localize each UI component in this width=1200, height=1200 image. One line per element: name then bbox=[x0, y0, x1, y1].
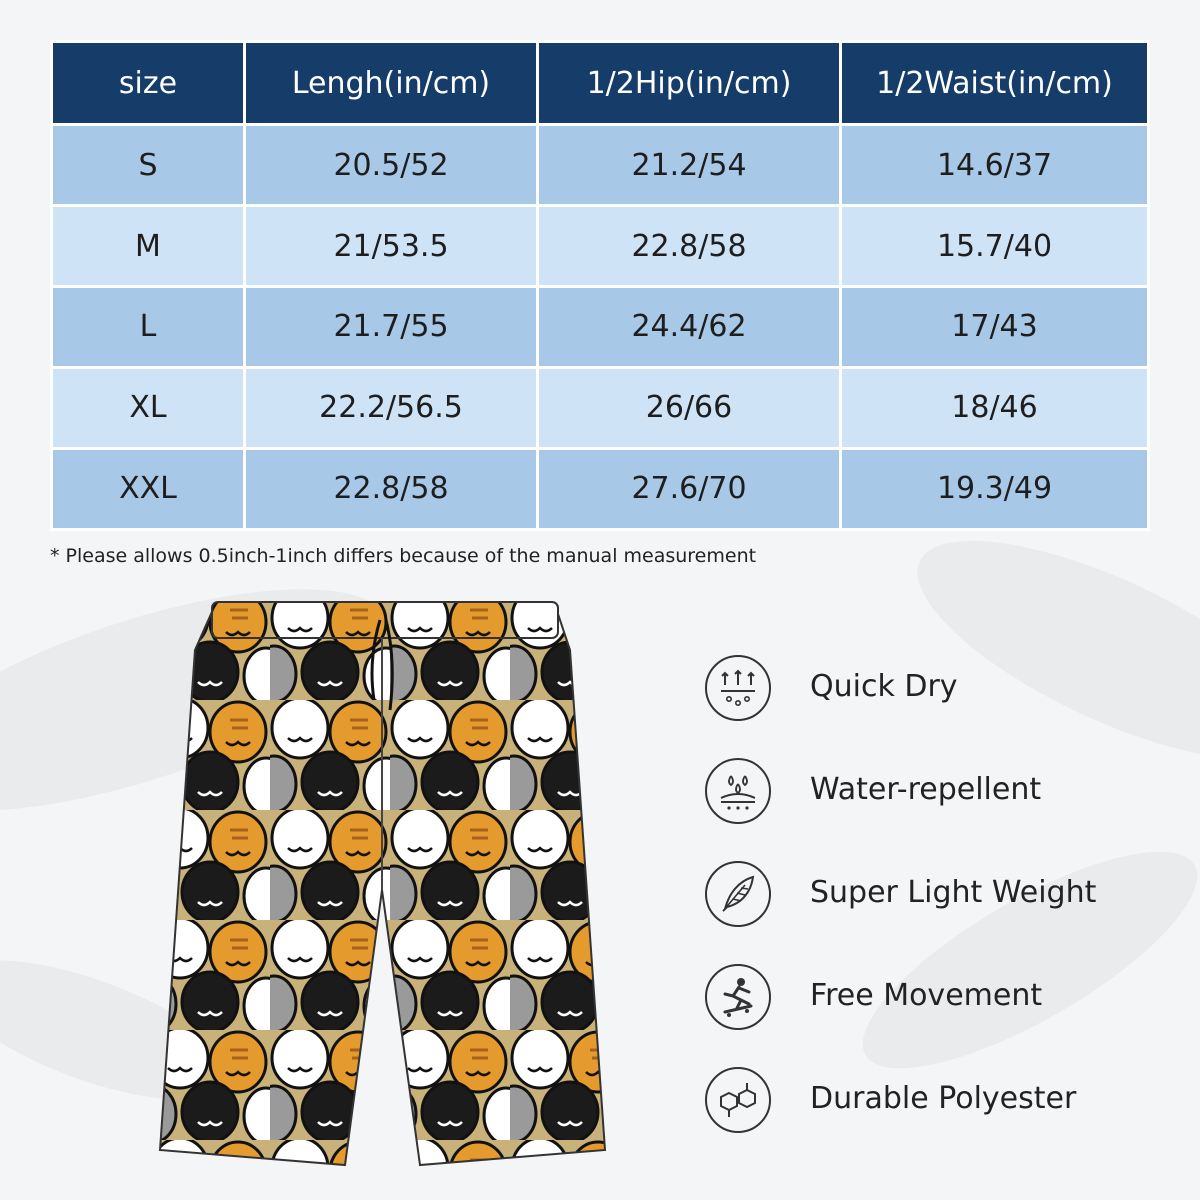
length-cell: 22.8/58 bbox=[245, 448, 538, 529]
size-cell: L bbox=[52, 287, 245, 368]
table-row bbox=[52, 367, 1149, 448]
length-cell: 21.7/55 bbox=[245, 287, 538, 368]
feature-label: Quick Dry bbox=[810, 669, 958, 704]
table-header-row bbox=[52, 42, 1149, 125]
measurement-note: * Please allows 0.5inch-1inch differs because of the manual measurement bbox=[50, 545, 757, 567]
header-size: size bbox=[52, 42, 245, 125]
feather-icon bbox=[705, 861, 771, 927]
header-length: Lengh(in/cm) bbox=[245, 42, 538, 125]
header-waist: 1/2Waist(in/cm) bbox=[841, 42, 1149, 125]
feature-label: Durable Polyester bbox=[810, 1081, 1077, 1116]
size-cell: XXL bbox=[52, 448, 245, 529]
feature-item bbox=[705, 1067, 1145, 1170]
size-chart-table bbox=[50, 40, 1150, 531]
length-cell: 20.5/52 bbox=[245, 125, 538, 206]
water-repellent-icon bbox=[705, 758, 771, 824]
hip-cell: 21.2/54 bbox=[538, 125, 841, 206]
header-hip: 1/2Hip(in/cm) bbox=[538, 42, 841, 125]
waist-cell: 18/46 bbox=[841, 367, 1149, 448]
hip-cell: 27.6/70 bbox=[538, 448, 841, 529]
feature-item bbox=[705, 861, 1145, 964]
waist-cell: 17/43 bbox=[841, 287, 1149, 368]
hip-cell: 26/66 bbox=[538, 367, 841, 448]
waist-cell: 15.7/40 bbox=[841, 206, 1149, 287]
hip-cell: 24.4/62 bbox=[538, 287, 841, 368]
feature-item bbox=[705, 655, 1145, 758]
table-row bbox=[52, 448, 1149, 529]
table-row bbox=[52, 125, 1149, 206]
table-row bbox=[52, 206, 1149, 287]
waist-cell: 19.3/49 bbox=[841, 448, 1149, 529]
table-row bbox=[52, 287, 1149, 368]
feature-item bbox=[705, 758, 1145, 861]
size-cell: S bbox=[52, 125, 245, 206]
feature-list bbox=[705, 655, 1145, 1170]
size-cell: M bbox=[52, 206, 245, 287]
skateboarder-icon bbox=[705, 964, 771, 1030]
shorts-product-image bbox=[150, 590, 610, 1170]
waist-cell: 14.6/37 bbox=[841, 125, 1149, 206]
feature-label: Free Movement bbox=[810, 978, 1043, 1013]
feature-label: Super Light Weight bbox=[810, 875, 1097, 910]
molecule-icon bbox=[705, 1067, 771, 1133]
length-cell: 21/53.5 bbox=[245, 206, 538, 287]
length-cell: 22.2/56.5 bbox=[245, 367, 538, 448]
quick-dry-icon bbox=[705, 655, 771, 721]
feature-label: Water-repellent bbox=[810, 772, 1042, 807]
feature-item bbox=[705, 964, 1145, 1067]
hip-cell: 22.8/58 bbox=[538, 206, 841, 287]
size-cell: XL bbox=[52, 367, 245, 448]
